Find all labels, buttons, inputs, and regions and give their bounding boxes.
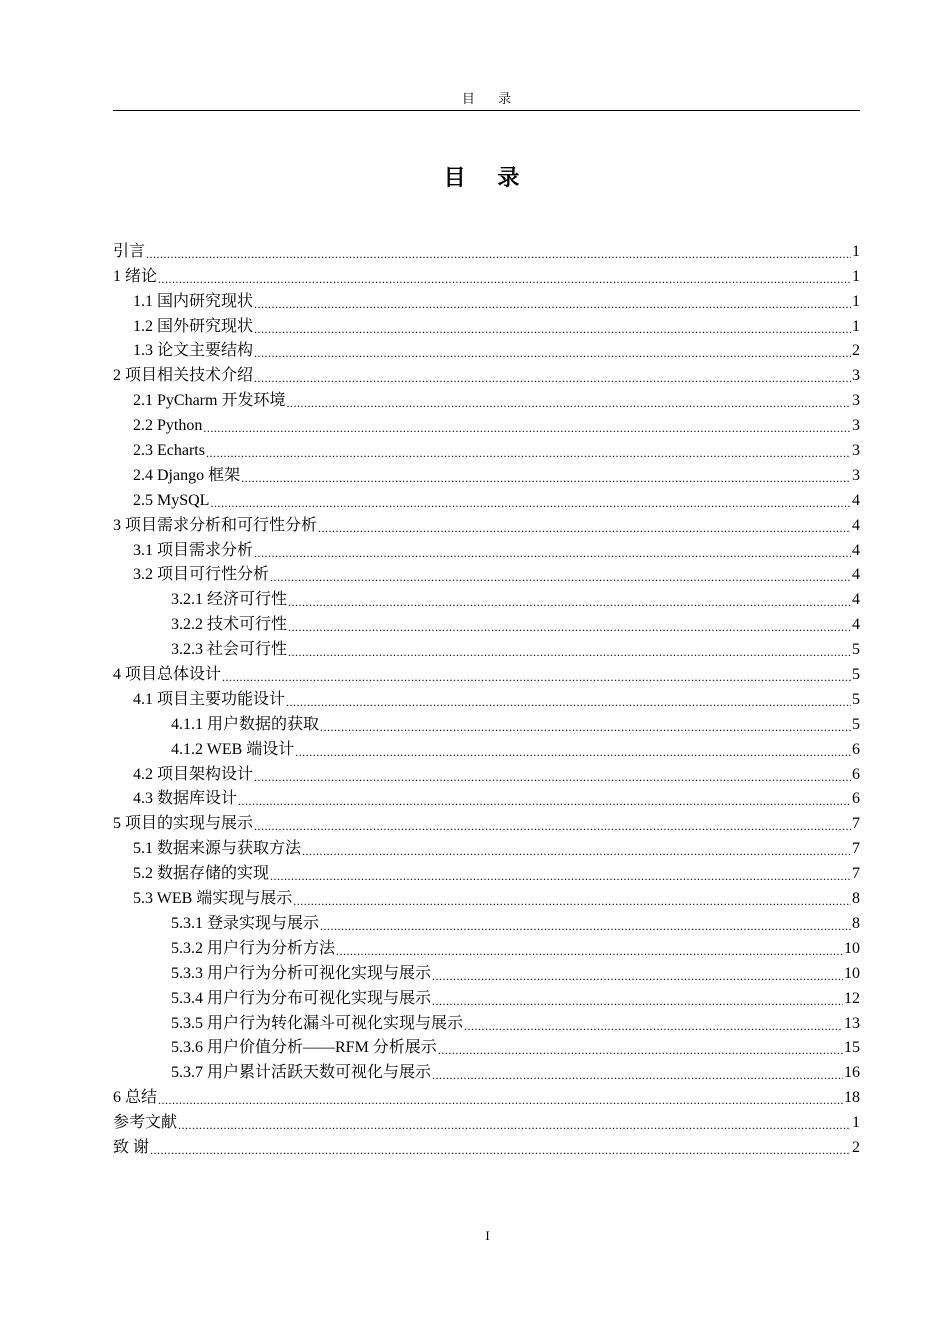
toc-entry-title: 2.5 MySQL [133, 491, 210, 509]
dot-leader [178, 1116, 851, 1134]
toc-entry-title: 4.2 项目架构设计 [133, 765, 254, 783]
toc-entry[interactable] [113, 1109, 860, 1134]
toc-entry[interactable] [113, 412, 860, 437]
toc-entry-page: 18 [844, 1089, 860, 1107]
toc-entry-title: 4 项目总体设计 [113, 666, 222, 684]
running-header [113, 90, 860, 111]
toc-entry[interactable] [113, 238, 860, 263]
toc-entry-page: 8 [852, 890, 860, 908]
toc-entry[interactable] [113, 935, 860, 960]
toc-entry-page: 1 [852, 292, 860, 310]
dot-leader [320, 718, 851, 736]
toc-entry[interactable] [113, 835, 860, 860]
toc-entry-page: 3 [852, 417, 860, 435]
toc-entry-page: 1 [852, 267, 860, 285]
toc-entry-page: 3 [852, 392, 860, 410]
toc-entry-title: 1.2 国外研究现状 [133, 317, 254, 335]
toc-entry-title: 3.1 项目需求分析 [133, 541, 254, 559]
toc-entry-page: 1 [852, 317, 860, 335]
dot-leader [254, 768, 851, 786]
toc-entry-page: 15 [844, 1039, 860, 1057]
table-of-contents [113, 238, 860, 1159]
dot-leader [286, 693, 851, 711]
toc-entry[interactable] [113, 338, 860, 363]
dot-leader [288, 643, 851, 661]
toc-entry[interactable] [113, 885, 860, 910]
toc-entry-page: 2 [852, 342, 860, 360]
toc-entry-title: 2.3 Echarts [133, 442, 205, 460]
toc-entry[interactable] [113, 711, 860, 736]
toc-entry[interactable] [113, 562, 860, 587]
dot-leader [210, 494, 851, 512]
toc-entry-title: 1 绪论 [113, 267, 158, 285]
dot-leader [158, 1091, 843, 1109]
toc-entry-page: 16 [844, 1064, 860, 1082]
toc-entry-title: 引言 [113, 242, 146, 260]
dot-leader [203, 419, 851, 437]
dot-leader [254, 344, 851, 362]
toc-entry[interactable] [113, 1084, 860, 1109]
dot-leader [206, 444, 851, 462]
dot-leader [254, 295, 851, 313]
toc-entry-title: 2.1 PyCharm 开发环境 [133, 392, 286, 410]
dot-leader [320, 917, 851, 935]
toc-entry[interactable] [113, 537, 860, 562]
toc-entry-title: 5 项目的实现与展示 [113, 815, 254, 833]
dot-leader [222, 668, 851, 686]
toc-entry-title: 致 谢 [113, 1138, 150, 1156]
toc-entry-title: 3 项目需求分析和可行性分析 [113, 516, 318, 534]
toc-entry-page: 4 [852, 616, 860, 634]
dot-leader [293, 892, 851, 910]
toc-entry-page: 6 [852, 790, 860, 808]
toc-entry-page: 7 [852, 815, 860, 833]
dot-leader [432, 1066, 843, 1084]
toc-entry-page: 4 [852, 541, 860, 559]
toc-entry-title: 4.1.2 WEB 端设计 [171, 740, 295, 758]
toc-entry[interactable] [113, 860, 860, 885]
toc-entry-page: 10 [844, 964, 860, 982]
toc-entry-page: 13 [844, 1014, 860, 1032]
toc-entry[interactable] [113, 362, 860, 387]
dot-leader [146, 245, 851, 263]
toc-entry[interactable] [113, 263, 860, 288]
toc-entry-title: 6 总结 [113, 1089, 158, 1107]
dot-leader [254, 320, 851, 338]
dot-leader [432, 967, 843, 985]
toc-entry-title: 5.3.4 用户行为分布可视化实现与展示 [171, 989, 432, 1007]
toc-entry[interactable] [113, 786, 860, 811]
page-title: 目 录 [443, 166, 532, 191]
toc-entry-title: 4.1.1 用户数据的获取 [171, 715, 320, 733]
toc-entry[interactable] [113, 761, 860, 786]
toc-entry-page: 8 [852, 914, 860, 932]
dot-leader [432, 992, 843, 1010]
toc-entry[interactable] [113, 611, 860, 636]
toc-entry-title: 5.3.6 用户价值分析——RFM 分析展示 [171, 1039, 437, 1057]
toc-entry[interactable] [113, 1010, 860, 1035]
dot-leader [270, 867, 851, 885]
toc-entry-title: 5.3.3 用户行为分析可视化实现与展示 [171, 964, 432, 982]
toc-entry[interactable] [113, 1059, 860, 1084]
dot-leader [288, 618, 851, 636]
dot-leader [150, 1141, 851, 1159]
toc-entry-page: 5 [852, 666, 860, 684]
toc-entry-page: 6 [852, 765, 860, 783]
toc-entry-title: 5.3 WEB 端实现与展示 [133, 890, 293, 908]
toc-entry-page: 4 [852, 516, 860, 534]
running-header-text: 目 录 [461, 91, 522, 106]
toc-entry-page: 6 [852, 740, 860, 758]
toc-entry-title: 4.1 项目主要功能设计 [133, 690, 286, 708]
dot-leader [288, 593, 851, 611]
toc-entry-title: 参考文献 [113, 1114, 178, 1132]
toc-entry-page: 1 [852, 242, 860, 260]
toc-entry[interactable] [113, 661, 860, 686]
toc-entry-page: 5 [852, 715, 860, 733]
toc-entry-page: 7 [852, 840, 860, 858]
toc-entry-title: 2.4 Django 框架 [133, 466, 241, 484]
toc-entry-title: 5.2 数据存储的实现 [133, 865, 270, 883]
dot-leader [241, 469, 851, 487]
toc-entry[interactable] [113, 437, 860, 462]
toc-entry-title: 4.3 数据库设计 [133, 790, 238, 808]
toc-entry-title: 5.3.7 用户累计活跃天数可视化与展示 [171, 1064, 432, 1082]
toc-entry[interactable] [113, 313, 860, 338]
toc-entry[interactable] [113, 636, 860, 661]
toc-entry[interactable] [113, 985, 860, 1010]
dot-leader [438, 1041, 843, 1059]
dot-leader [254, 544, 851, 562]
toc-entry-page: 1 [852, 1114, 860, 1132]
toc-entry-page: 7 [852, 865, 860, 883]
toc-entry[interactable] [113, 1134, 860, 1159]
toc-entry-page: 5 [852, 690, 860, 708]
toc-entry[interactable] [113, 487, 860, 512]
toc-entry[interactable] [113, 810, 860, 835]
toc-entry-page: 3 [852, 466, 860, 484]
toc-entry[interactable] [113, 462, 860, 487]
toc-entry[interactable] [113, 512, 860, 537]
dot-leader [254, 817, 851, 835]
toc-entry[interactable] [113, 686, 860, 711]
toc-entry-page: 4 [852, 591, 860, 609]
dot-leader [286, 394, 851, 412]
dot-leader [270, 568, 851, 586]
dot-leader [238, 792, 851, 810]
toc-entry[interactable] [113, 387, 860, 412]
toc-entry-title: 5.3.5 用户行为转化漏斗可视化实现与展示 [171, 1014, 464, 1032]
toc-entry-page: 4 [852, 491, 860, 509]
toc-entry-title: 3.2.2 技术可行性 [171, 616, 288, 634]
dot-leader [464, 1017, 843, 1035]
toc-entry-title: 2.2 Python [133, 417, 203, 435]
dot-leader [318, 519, 851, 537]
toc-entry[interactable] [113, 910, 860, 935]
toc-entry[interactable] [113, 960, 860, 985]
toc-entry[interactable] [113, 1035, 860, 1060]
toc-entry[interactable] [113, 586, 860, 611]
toc-entry-page: 10 [844, 939, 860, 957]
page-number: I [485, 1228, 490, 1243]
dot-leader [295, 743, 851, 761]
toc-entry-title: 3.2.3 社会可行性 [171, 641, 288, 659]
toc-entry-title: 1.1 国内研究现状 [133, 292, 254, 310]
toc-entry-page: 3 [852, 442, 860, 460]
toc-entry[interactable] [113, 288, 860, 313]
toc-entry-page: 2 [852, 1138, 860, 1156]
toc-entry-title: 5.1 数据来源与获取方法 [133, 840, 302, 858]
toc-entry-title: 3.2.1 经济可行性 [171, 591, 288, 609]
dot-leader [254, 369, 851, 387]
dot-leader [336, 942, 843, 960]
toc-entry-page: 4 [852, 566, 860, 584]
toc-entry-page: 12 [844, 989, 860, 1007]
dot-leader [302, 842, 851, 860]
toc-entry-title: 3.2 项目可行性分析 [133, 566, 270, 584]
toc-entry-page: 5 [852, 641, 860, 659]
dot-leader [158, 270, 851, 288]
toc-entry-title: 1.3 论文主要结构 [133, 342, 254, 360]
toc-entry[interactable] [113, 736, 860, 761]
toc-entry-page: 3 [852, 367, 860, 385]
toc-entry-title: 5.3.1 登录实现与展示 [171, 914, 320, 932]
toc-entry-title: 5.3.2 用户行为分析方法 [171, 939, 336, 957]
toc-entry-title: 2 项目相关技术介绍 [113, 367, 254, 385]
